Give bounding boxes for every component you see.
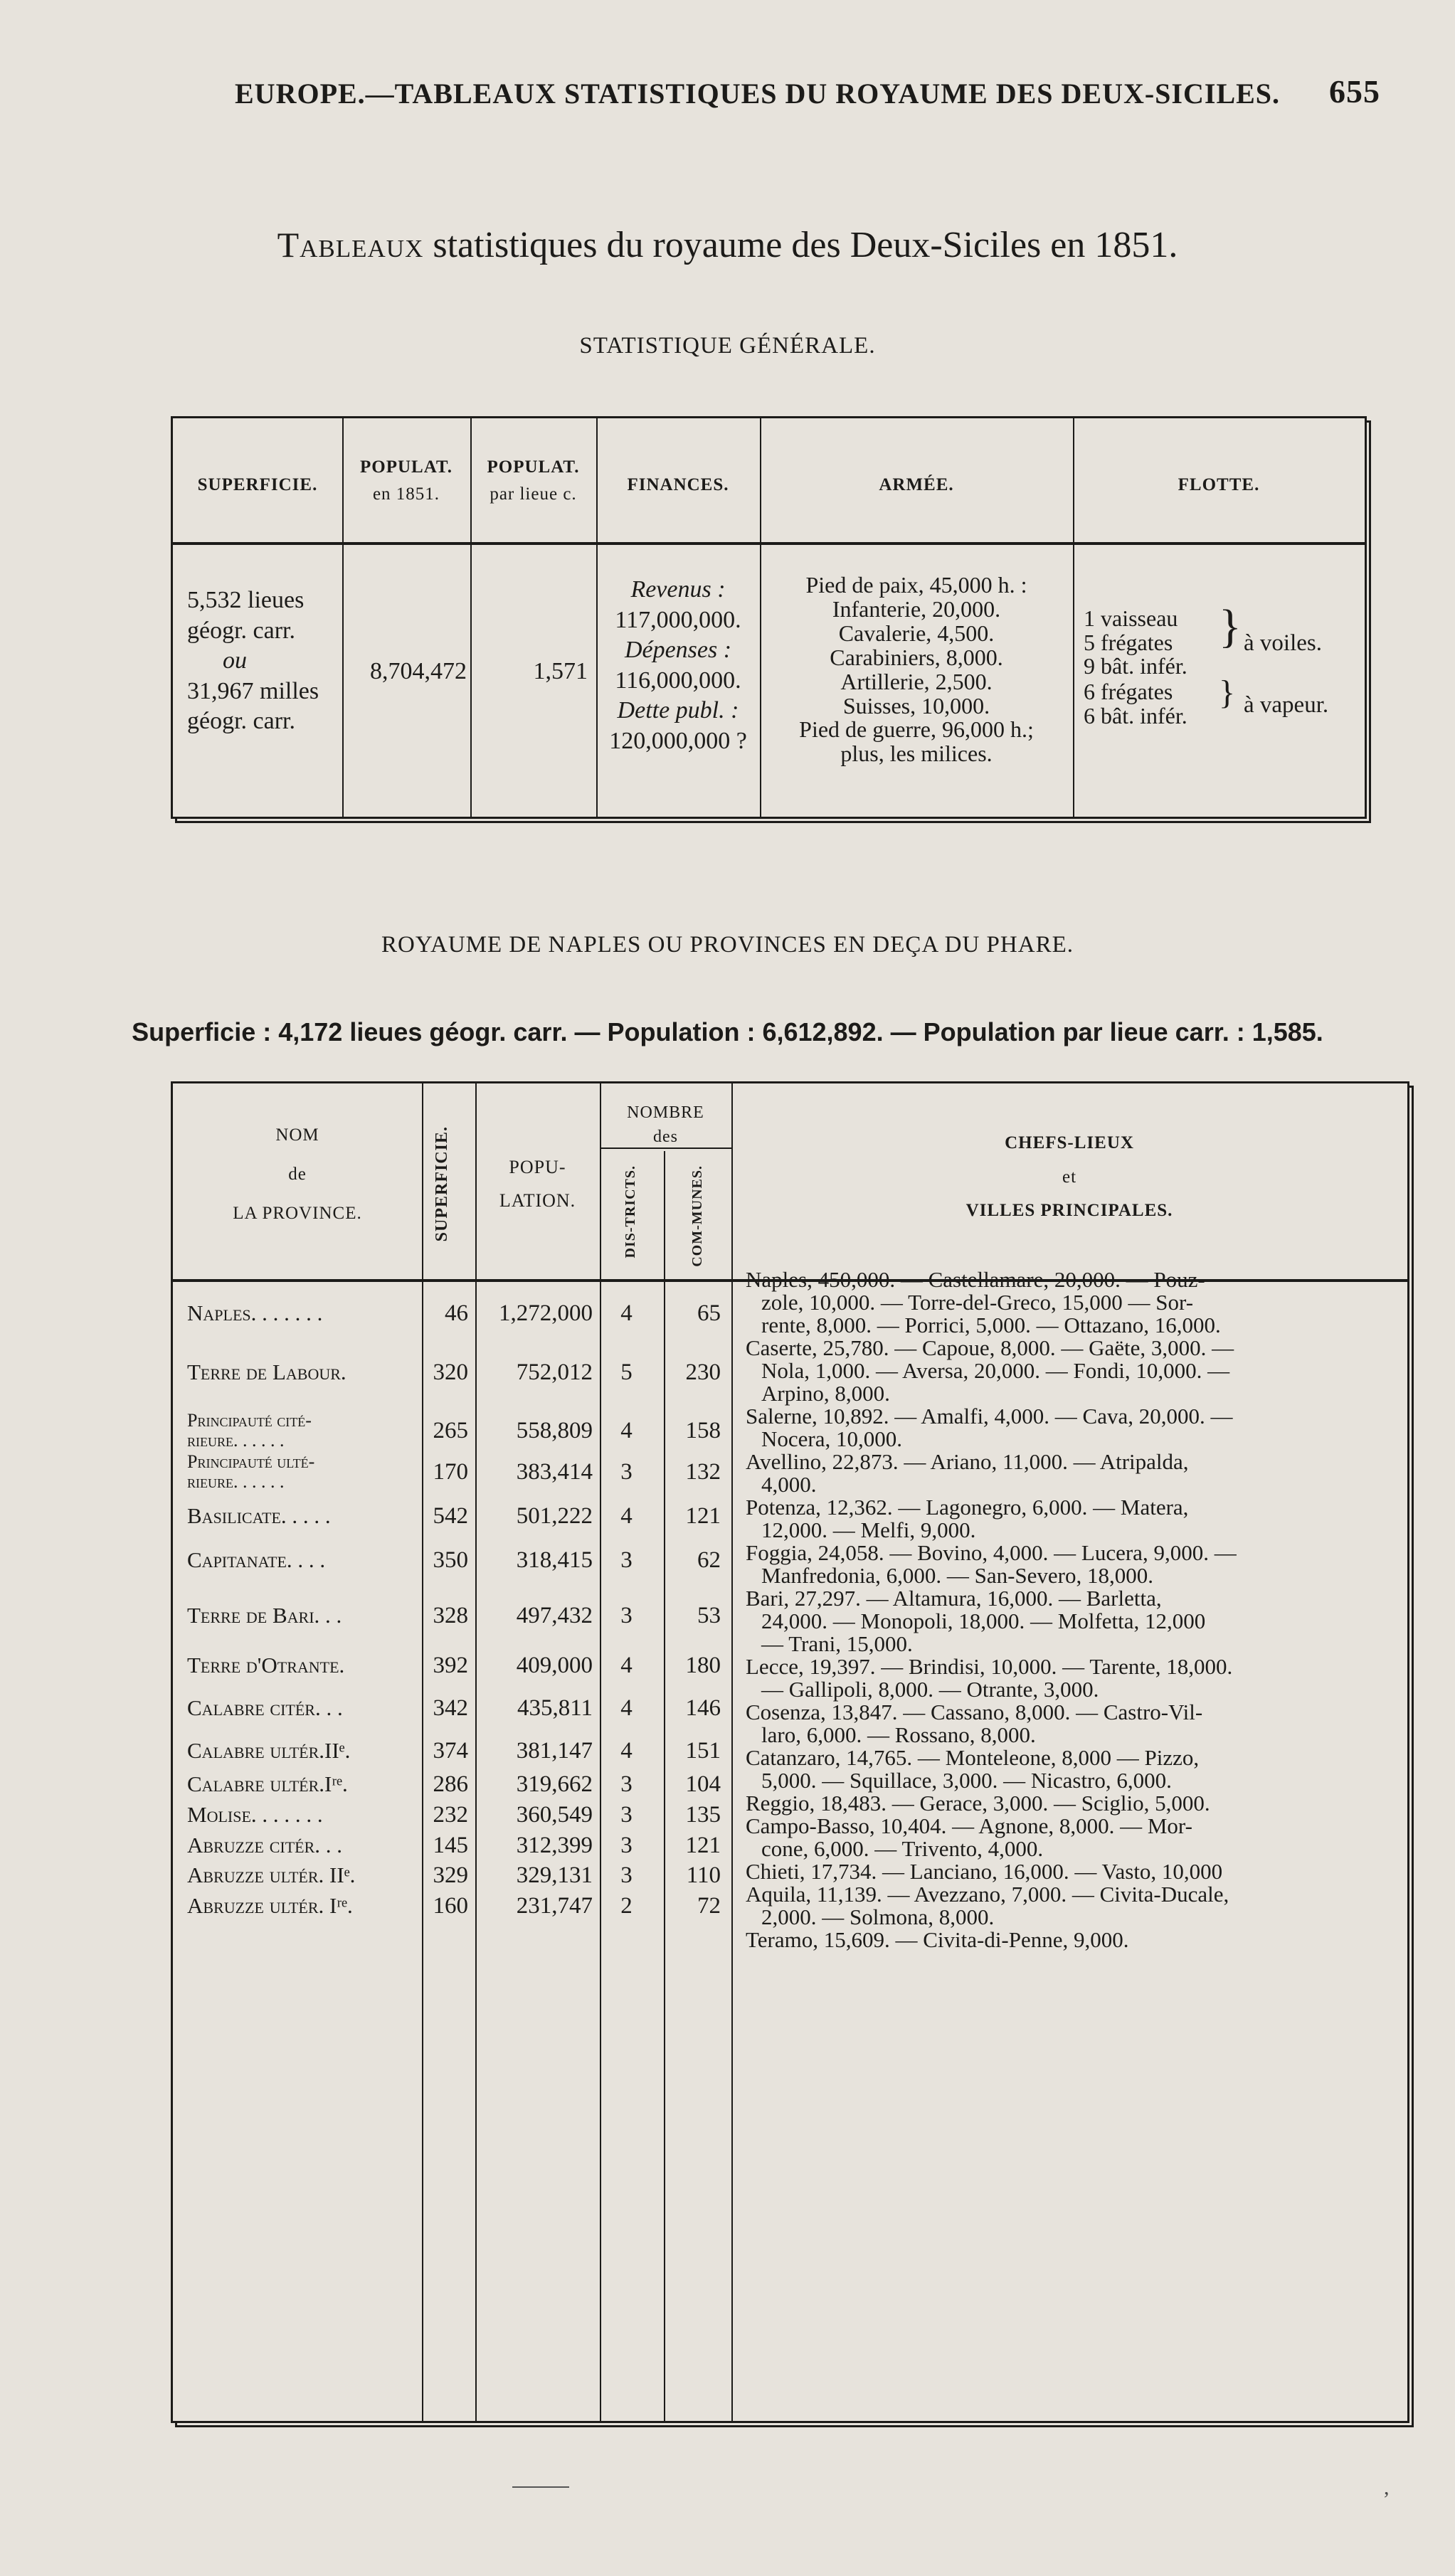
chefs-line: 5,000. — Squillace, 3,000. — Nicastro, 6,000. (761, 1768, 1172, 1793)
superficie-line: géogr. carr. (187, 617, 295, 644)
flotte-vapeur (1084, 680, 1187, 728)
armee-line: Artillerie, 2,500. (840, 668, 993, 694)
flotte-voiles-label: à voiles. (1244, 630, 1322, 656)
province-name: Molise. . . . . . . (187, 1802, 323, 1827)
communes-value: 121 (685, 1833, 721, 1858)
armee-line: Suisses, 10,000. (842, 692, 990, 719)
districts-value: 3 (620, 1603, 633, 1628)
chefs-line: Aquila, 11,139. — Avezzano, 7,000. — Civita-Ducale, (746, 1882, 1229, 1907)
col-pop-l1: POPU- (509, 1157, 566, 1177)
flotte-item: 6 frégates (1084, 679, 1173, 704)
chefs-line: Potenza, 12,362. — Lagonegro, 6,000. — Matera, (746, 1495, 1189, 1520)
chefs-line: Naples, 450,000. — Castellamare, 20,000. — Pouz- (746, 1267, 1205, 1292)
finances-label: Dette publ. : (617, 697, 739, 723)
col-pop-l2: LATION. (499, 1189, 576, 1211)
col-population-l2: en 1851. (372, 484, 440, 504)
communes-value: 62 (697, 1547, 721, 1573)
finances-value: 116,000,000. (615, 667, 741, 694)
communes-value: 151 (685, 1738, 721, 1764)
districts-value: 2 (620, 1893, 633, 1919)
finances-label: Dépenses : (624, 637, 732, 663)
chefs-line: Cosenza, 13,847. — Cassano, 8,000. — Castro-Vil- (746, 1700, 1203, 1724)
communes-value: 132 (685, 1459, 721, 1485)
page-number: 655 (1329, 73, 1380, 110)
col-communes: COM-MUNES. (689, 1165, 705, 1267)
flotte-item: 6 bât. infér. (1084, 702, 1187, 728)
col-density-l2: par lieue c. (490, 484, 577, 504)
col-chefs-l1: CHEFS-LIEUX (1005, 1133, 1134, 1152)
superficie-value: 265 (433, 1418, 468, 1443)
population-value: 329,131 (516, 1862, 593, 1888)
chefs-line: 12,000. — Melfi, 9,000. (761, 1517, 976, 1542)
districts-value: 3 (620, 1547, 633, 1573)
section-heading-naples: ROYAUME DE NAPLES OU PROVINCES EN DEÇA DU PHARE. (381, 932, 1074, 958)
chefs-line: Arpino, 8,000. (761, 1381, 890, 1406)
chefs-line: 24,000. — Monopoli, 18,000. — Molfetta, 12,000 (761, 1608, 1206, 1633)
chefs-line: Catanzaro, 14,765. — Monteleone, 8,000 — Pizzo, (746, 1745, 1200, 1770)
col-name-l1: NOM (275, 1125, 319, 1145)
province-name: Terre de Labour. (187, 1359, 346, 1384)
chefs-line: cone, 6,000. — Trivento, 4,000. (761, 1836, 1044, 1861)
armee-values (760, 573, 1073, 766)
population-value: 501,222 (516, 1503, 593, 1529)
col-finances: FINANCES. (627, 475, 729, 494)
districts-value: 4 (620, 1418, 633, 1443)
province-name: Abruzze ultér. Iʳᵉ. (187, 1893, 353, 1918)
chefs-line: zole, 10,000. — Torre-del-Greco, 15,000 — Sor- (761, 1290, 1194, 1315)
communes-value: 180 (685, 1653, 721, 1678)
col-flotte: FLOTTE. (1178, 475, 1260, 494)
armee-line: Cavalerie, 4,500. (838, 620, 995, 646)
margin-mark: , (1384, 2476, 1390, 2499)
col-chefs-lieux (731, 1126, 1407, 1228)
col-province-name (173, 1115, 422, 1233)
population-value: 318,415 (516, 1547, 593, 1573)
chefs-line: Foggia, 24,058. — Bovino, 4,000. — Lucera, 9,000. — (746, 1540, 1237, 1565)
chefs-line: Caserte, 25,780. — Capoue, 8,000. — Gaëte, 3,000. — (746, 1335, 1234, 1360)
superficie-value: 46 (445, 1300, 468, 1326)
superficie-value: 350 (433, 1547, 468, 1573)
districts-value: 4 (620, 1300, 633, 1326)
province-name: Principauté ulté- (187, 1451, 315, 1472)
superficie-value: 160 (433, 1893, 468, 1919)
running-title: EUROPE.—TABLEAUX STATISTIQUES DU ROYAUME DES DEUX-SICILES. (235, 78, 1281, 110)
armee-line: Infanterie, 20,000. (832, 595, 1001, 622)
communes-value: 110 (686, 1862, 721, 1888)
superficie-value: 374 (433, 1738, 468, 1764)
superficie-value: 342 (433, 1695, 468, 1721)
chefs-line: Salerne, 10,892. — Amalfi, 4,000. — Cava, 20,000. — (746, 1404, 1233, 1429)
districts-value: 3 (620, 1862, 633, 1888)
province-name: Calabre ultér.IIᵉ. (187, 1738, 351, 1763)
chefs-line: rente, 8,000. — Porrici, 5,000. — Ottazano, 16,000. (761, 1313, 1221, 1337)
col-nombre-l2: des (653, 1127, 678, 1146)
population-value: 381,147 (516, 1738, 593, 1764)
superficie-line: 5,532 lieues (187, 587, 305, 613)
superficie-value: 170 (433, 1459, 468, 1485)
communes-value: 72 (697, 1893, 721, 1919)
superficie-value: 328 (433, 1603, 468, 1628)
flotte-item: 5 frégates (1084, 629, 1173, 655)
districts-value: 4 (620, 1503, 633, 1529)
province-name: Abruzze citér. . . (187, 1833, 342, 1857)
col-chefs-l3: VILLES PRINCIPALES. (965, 1201, 1173, 1220)
population-value: 319,662 (516, 1771, 593, 1797)
col-population (342, 454, 470, 507)
population-value: 383,414 (516, 1459, 593, 1485)
col-name-l3: LA PROVINCE. (233, 1204, 362, 1223)
districts-value: 3 (620, 1459, 633, 1485)
armee-line: plus, les milices. (840, 741, 993, 767)
superficie-line: ou (223, 647, 247, 674)
communes-value: 158 (685, 1418, 721, 1443)
col-superficie: SUPERFICIE. (197, 475, 318, 494)
superficie-line: géogr. carr. (187, 708, 295, 734)
communes-value: 121 (685, 1503, 721, 1529)
province-name: Abruzze ultér. IIᵉ. (187, 1862, 356, 1887)
brace-icon: } (1219, 674, 1236, 711)
communes-value: 65 (697, 1300, 721, 1326)
flotte-item: 9 bât. infér. (1084, 653, 1187, 679)
decorative-mark (512, 2486, 569, 2488)
districts-value: 4 (620, 1738, 633, 1764)
general-statistics-table (171, 416, 1367, 819)
finances-values (596, 575, 760, 756)
armee-line: Pied de paix, 45,000 h. : (805, 572, 1027, 598)
title-rest: statistiques du royaume des Deux-Siciles en 1851. (433, 225, 1178, 265)
superficie-values (187, 585, 319, 737)
province-name: Terre d'Otrante. (187, 1653, 345, 1677)
chefs-line: Teramo, 15,609. — Civita-di-Penne, 9,000. (746, 1927, 1129, 1952)
col-density-l1: POPULAT. (487, 457, 580, 477)
province-name: rieure. . . . . . (187, 1430, 285, 1451)
chefs-line: Chieti, 17,734. — Lanciano, 16,000. — Vasto, 10,000 (746, 1859, 1223, 1884)
superficie-value: 320 (433, 1359, 468, 1385)
chefs-line: Nola, 1,000. — Aversa, 20,000. — Fondi, 10,000. — (761, 1358, 1230, 1383)
provinces-table (171, 1081, 1409, 2423)
population-value: 558,809 (516, 1418, 593, 1443)
superficie-value: 232 (433, 1802, 468, 1828)
districts-value: 5 (620, 1359, 633, 1385)
population-value: 409,000 (516, 1653, 593, 1678)
population-value: 8,704,472 (370, 658, 467, 684)
population-value: 752,012 (516, 1359, 593, 1385)
superficie-value: 286 (433, 1771, 468, 1797)
districts-value: 3 (620, 1802, 633, 1828)
col-density (470, 454, 596, 507)
superficie-value: 329 (433, 1862, 468, 1888)
province-name: Basilicate. . . . . (187, 1503, 331, 1528)
chefs-line: Nocera, 10,000. (761, 1426, 902, 1451)
flotte-vapeur-label: à vapeur. (1244, 692, 1329, 718)
superficie-value: 392 (433, 1653, 468, 1678)
districts-value: 3 (620, 1771, 633, 1797)
finances-label: Revenus : (630, 576, 726, 603)
armee-line: Carabiniers, 8,000. (830, 644, 1003, 670)
superficie-line: 31,967 milles (187, 677, 319, 704)
col-population (475, 1151, 600, 1218)
running-header (235, 73, 1402, 110)
chefs-line: Campo-Basso, 10,404. — Agnone, 8,000. — Mor- (746, 1813, 1192, 1838)
communes-value: 104 (685, 1771, 721, 1797)
flotte-voiles (1084, 607, 1187, 679)
chefs-line: Reggio, 18,483. — Gerace, 3,000. — Sciglio, 5,000. (746, 1791, 1210, 1816)
districts-value: 4 (620, 1653, 633, 1678)
chefs-line: Avellino, 22,873. — Ariano, 11,000. — Atripalda, (746, 1449, 1189, 1474)
chefs-lieux-text (746, 1268, 1368, 1951)
province-name: Calabre ultér.Iʳᵉ. (187, 1771, 348, 1796)
col-superficie: SUPERFICIE. (433, 1126, 451, 1242)
population-value: 497,432 (516, 1603, 593, 1628)
section-heading-general: STATISTIQUE GÉNÉRALE. (579, 333, 876, 359)
chefs-line: laro, 6,000. — Rossano, 8,000. (761, 1722, 1036, 1747)
population-value: 312,399 (516, 1833, 593, 1858)
armee-line: Pied de guerre, 96,000 h.; (799, 716, 1034, 743)
districts-value: 4 (620, 1695, 633, 1721)
superficie-value: 542 (433, 1503, 468, 1529)
province-name: Naples. . . . . . . (187, 1300, 323, 1325)
col-name-l2: de (288, 1165, 307, 1184)
summary-line: Superficie : 4,172 lieues géogr. carr. — Population : 6,612,892. — Population par lieue carr. : 1,585. (132, 1017, 1323, 1046)
province-name: Capitanate. . . . (187, 1547, 326, 1572)
col-chefs-l2: et (1062, 1167, 1077, 1187)
document-title (0, 224, 1455, 266)
chefs-line: Bari, 27,297. — Altamura, 16,000. — Barletta, (746, 1586, 1162, 1611)
finances-value: 120,000,000 ? (609, 727, 747, 754)
superficie-value: 145 (433, 1833, 468, 1858)
chefs-line: 2,000. — Solmona, 8,000. (761, 1904, 995, 1929)
population-value: 1,272,000 (499, 1300, 593, 1326)
brace-icon: } (1219, 600, 1242, 652)
flotte-item: 1 vaisseau (1084, 605, 1178, 631)
province-name: Principauté cité- (187, 1410, 312, 1431)
chefs-line: Lecce, 19,397. — Brindisi, 10,000. — Tarente, 18,000. (746, 1654, 1233, 1679)
chefs-line: — Trani, 15,000. (761, 1631, 913, 1656)
population-value: 231,747 (516, 1893, 593, 1919)
finances-value: 117,000,000. (615, 606, 741, 633)
communes-value: 230 (685, 1359, 721, 1385)
province-name: rieure. . . . . . (187, 1471, 285, 1492)
col-nombre-l1: NOMBRE (627, 1103, 704, 1122)
col-population-l1: POPULAT. (360, 457, 453, 477)
chefs-line: Manfredonia, 6,000. — San-Severo, 18,000. (761, 1563, 1154, 1588)
communes-value: 146 (685, 1695, 721, 1721)
title-lead: Tableaux (277, 225, 424, 265)
province-name: Calabre citér. . . (187, 1695, 343, 1720)
population-value: 435,811 (517, 1695, 593, 1721)
communes-value: 135 (685, 1802, 721, 1828)
density-value: 1,571 (533, 658, 588, 684)
chefs-line: 4,000. (761, 1472, 817, 1497)
province-name: Terre de Bari. . . (187, 1603, 342, 1628)
chefs-line: — Gallipoli, 8,000. — Otrante, 3,000. (761, 1677, 1099, 1702)
districts-value: 3 (620, 1833, 633, 1858)
col-armee: ARMÉE. (879, 475, 954, 494)
col-districts: DIS-TRICTS. (623, 1165, 638, 1258)
col-nombre (600, 1101, 731, 1149)
population-value: 360,549 (516, 1802, 593, 1828)
communes-value: 53 (697, 1603, 721, 1628)
